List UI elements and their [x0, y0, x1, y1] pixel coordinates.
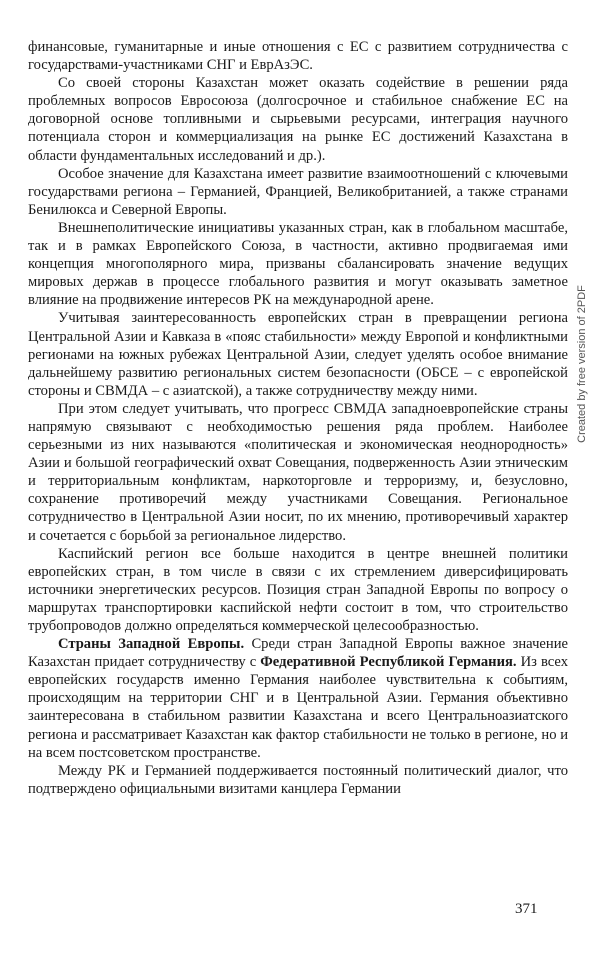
- watermark-text: Created by free version of 2PDF: [576, 285, 588, 443]
- paragraph-7: Каспийский регион все больше находится в центре внешней политики европейских стран, в том числе в связи с их стремлением диверсифицировать источники энергетических ресурсов. Позиция стран Западной Европы по вопросу о маршрутах транспортировки каспийской нефти состоит в том, что строительство трубопроводов должно определяться коммерческой целесообразностью.: [28, 545, 568, 634]
- frg-bold-term: Федеративной Республикой Германия.: [260, 654, 517, 671]
- paragraph-2: Со своей стороны Казахстан может оказать содействие в решении ряда проблемных вопросов Евросоюза (долгосрочное и стабильное снабжение ЕС на договорной основе топливными и сырьевыми ресурсами, интеграция научного потенциала сторон и коммерциализация на рынке ЕС достижений Казахстана в области фундаментальных исследований и др.).: [28, 75, 568, 164]
- page-body: [28, 38, 568, 798]
- paragraph-8-text-a: Среди стран Западной Европы важное значение Казахстан придает сотрудничеству с: [28, 636, 568, 671]
- paragraph-3: Особое значение для Казахстана имеет развитие взаимоотношений с ключевыми государствами региона – Германией, Францией, Великобританией, а также странами Бенилюкса и Северной Европы.: [28, 165, 568, 218]
- paragraph-6: При этом следует учитывать, что прогресс СВМДА западноевропейские страны напрямую связывают с необходимостью решения ряда проблем. Наиболее серьезными из них называются «политическая и экономическая неоднородность» Азии и большой географический охват Совещания, подверженность Азии этническим и территориальным конфликтам, наркоторговле и терроризму, и, безусловно, сохранение противоречий между участниками Совещания. Региональное сотрудничество в Центральной Азии носит, по их мнению, противоречивый характер и сочетается с борьбой за региональное лидерство.: [28, 400, 568, 544]
- paragraph-1: финансовые, гуманитарные и иные отношения с ЕС с развитием сотрудничества с государствами-участниками СНГ и ЕврАзЭС.: [28, 39, 568, 74]
- paragraph-9: Между РК и Германией поддерживается постоянный политический диалог, что подтверждено официальными визитами канцлера Германии: [28, 762, 568, 797]
- section-lead-western-europe: Страны Западной Европы.: [58, 636, 245, 653]
- paragraph-8: [28, 635, 568, 762]
- page-number: 371: [515, 901, 538, 917]
- paragraph-8-text-c: Из всех европейских государств именно Германия наиболее чувствительна к событиям, происходящим на территории СНГ и в Центральной Азии. Германия объективно заинтересована в стабильном развитии Казахстана и всего Центральноазиатского региона и рассматривает Казахстан как фактор стабильности не только в регионе, но и на всем постсоветском пространстве.: [28, 654, 568, 761]
- paragraph-5: Учитывая заинтересованность европейских стран в превращении региона Центральной Азии и Кавказа в «пояс стабильности» между Европой и конфликтными регионами на южных рубежах Центральной Азии, следует уделять особое внимание дальнейшему развитию региональных систем безопасности (ОБСЕ – с европейской стороны и СВМДА – с азиатской), а также сотрудничеству между ними.: [28, 310, 568, 399]
- paragraph-4: Внешнеполитические инициативы указанных стран, как в глобальном масштабе, так и в рамках Европейского Союза, в частности, активно продвигаемая ими концепция многополярного мира, призваны сбалансировать значение ведущих мировых держав в процессе глобального развития и могут оказывать заметное влияние на продвижение интересов РК на международной арене.: [28, 219, 568, 309]
